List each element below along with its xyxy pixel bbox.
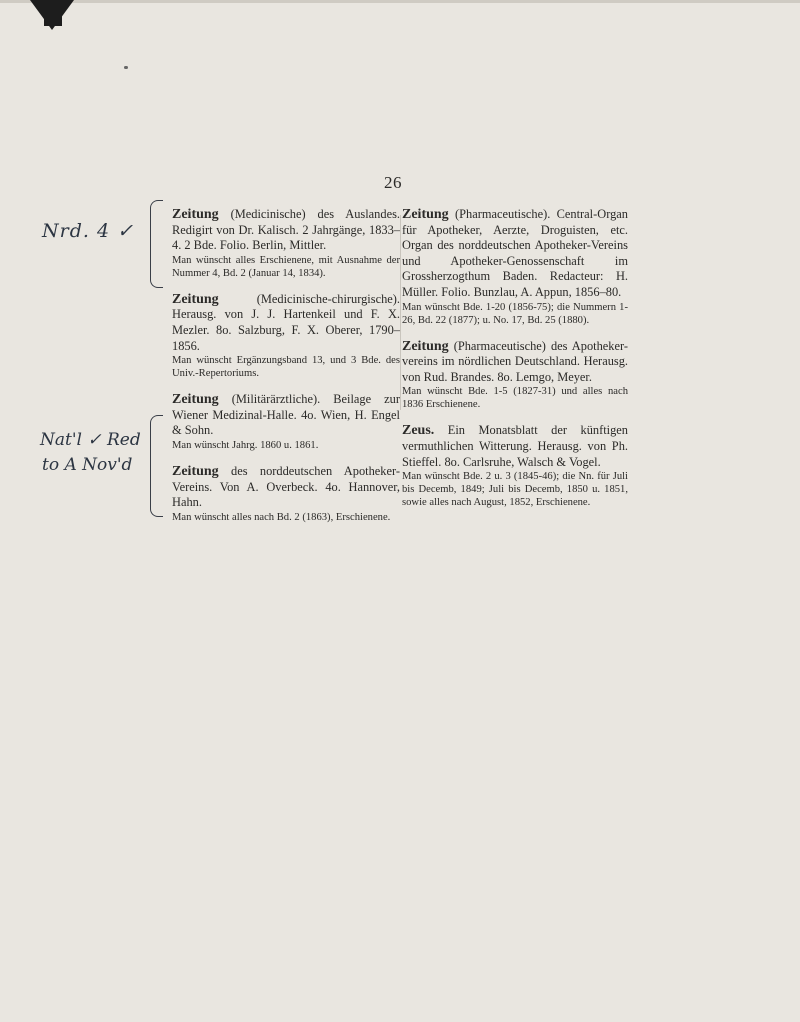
handwritten-note: Nat'l ✓ Red [40,430,141,450]
entry-heading: Zeitung [402,338,449,354]
entry-body: (Pharmaceutische). Central-Organ für Apotheker, Aerzte, Droguisten, etc. Organ des norddeutschen Apotheker-Vereins und Apotheker-Genossenschaft im Grossherzogthum Baden. Redacteur: H. Müller. Folio. Bunzlau, A. Appun, 1856–80. [402,207,628,299]
entry-heading: Zeitung [172,207,219,222]
page-number: 26 [384,173,402,192]
entry-heading: Zeus. [402,423,435,439]
entry-body: (Medicinische) des Auslandes. Redigirt von Dr. Kalisch. 2 Jahrgänge, 1833–4. 2 Bde. Folio. Berlin, Mittler. [172,207,400,253]
entry-body: des norddeutschen Apotheker-Vereins. Von A. Overbeck. 4o. Hannover, Hahn. [172,463,400,510]
paper-speck [124,66,128,69]
entry-note: Man wünscht Bde. 1-5 (1827-31) und alles nach 1836 Erschienene. [402,386,628,411]
entry-body: (Medicinische-chirurgische). Herausg. von J. J. Hartenkeil und F. X. Mezler. 8o. Salzburg, F. X. Oberer, 1790–1856. [172,291,400,353]
catalog-entry [402,207,628,327]
entry-heading: Zeitung [172,392,219,408]
right-column [402,207,628,521]
entry-body: Ein Monatsblatt der künftigen vermuthlichen Witterung. Herausg. von Ph. Stieffel. 8o. Carlsruhe, Walsch & Vogel. [402,423,628,469]
pencil-bracket [150,415,163,517]
entry-note: Man wünscht Bde. 1-20 (1856-75); die Nummern 1-26, Bd. 22 (1877); u. No. 17, Bd. 25 (1880). [402,301,628,326]
entry-note: Man wünscht Jahrg. 1860 u. 1861. [172,439,319,451]
catalog-entry [172,392,400,452]
catalog-entry [402,423,628,509]
entry-note: Man wünscht alles Erschienene, mit Ausnahme der Nummer 4, Bd. 2 (Januar 14, 1834). [172,254,400,279]
entry-heading: Zeitung [402,207,449,222]
handwritten-note: to A Nov'd [42,455,133,475]
entry-body: (Pharmaceutische) des Apotheker-vereins im nördlichen Deutschland. Herausg. von Rud. Brandes. 8o. Lemgo, Meyer. [402,338,628,384]
handwritten-note: Nrd. 4 ✓ [42,220,134,242]
entry-heading: Zeitung [172,463,219,479]
catalog-entry [402,339,628,412]
pencil-bracket [150,200,163,288]
page-top-edge [0,0,800,3]
catalog-entry [172,292,400,380]
left-column [172,207,400,536]
catalog-entry [172,464,400,524]
entry-note: Man wünscht alles nach Bd. 2 (1863), Erschienene. [172,511,391,523]
catalog-entry [172,207,400,280]
binding-corner-mark-stem [44,0,62,26]
entry-note: Man wünscht Bde. 2 u. 3 (1845-46); die Nn. für Juli bis Decemb, 1849; Juli bis Decemb, 1850 u. 1851, sowie alles nach August, 1852, Erschienene. [402,471,628,509]
entry-body: (Militärärztliche). Beilage zur Wiener Medizinal-Halle. 4o. Wien, H. Engel & Sohn. [172,392,400,438]
entry-note: Man wünscht Ergänzungsband 13, und 3 Bde. des Univ.-Repertoriums. [172,355,400,380]
column-divider [400,215,401,410]
entry-heading: Zeitung [172,291,219,307]
